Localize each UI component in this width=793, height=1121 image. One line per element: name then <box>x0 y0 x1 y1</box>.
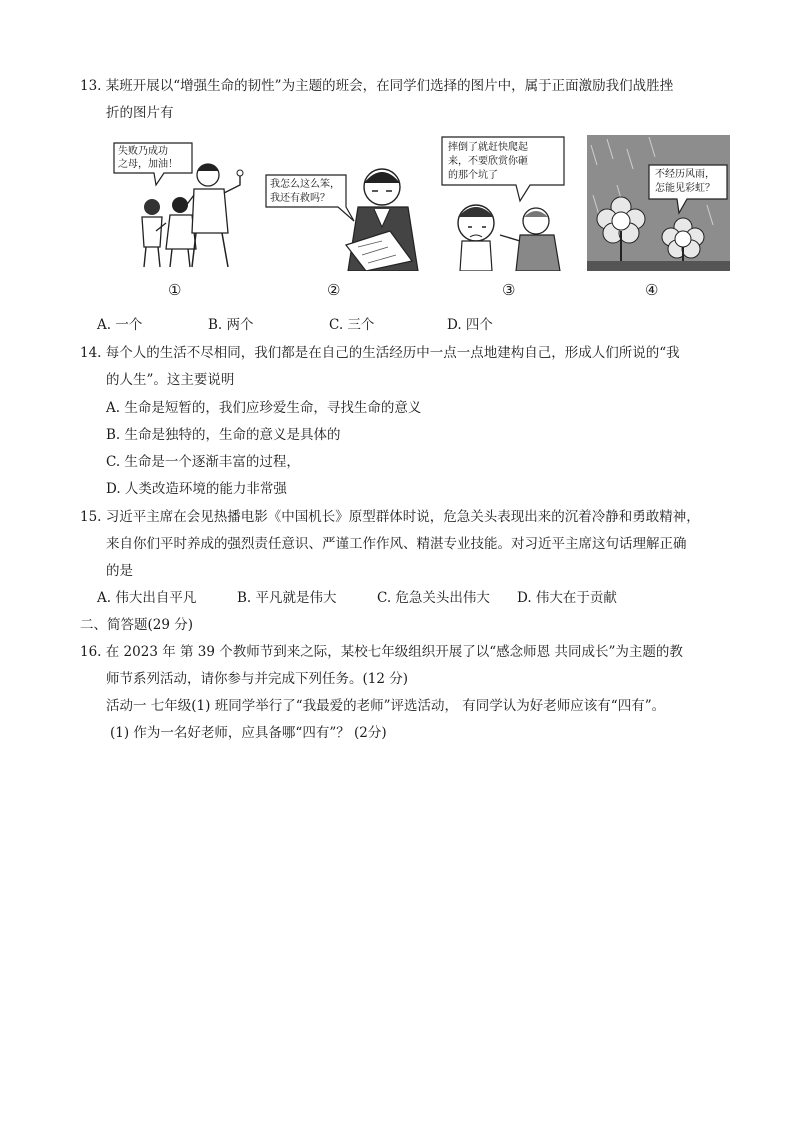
comic-2-bubble-line2: 我还有救吗？ <box>270 193 330 204</box>
q16-stem-line2: 师节系列活动，请你参与并完成下列任务。(12 分) <box>106 671 409 687</box>
comic-4-number: ④ <box>645 281 659 299</box>
comic-1-bubble-line1: 失败乃成功 <box>118 146 168 157</box>
q15-stem-line3: 的是 <box>106 563 133 579</box>
q16-activity-1: 活动一 七年级(1) 班同学举行了“我最爱的老师”评选活动， 有同学认为好老师应该有“四有”。 <box>106 698 666 714</box>
section-2-title: 二、简答题(29 分) <box>80 617 194 633</box>
q13-option-c: C. 三个 <box>329 317 375 333</box>
comic-3-bubble-line2: 来，不要欣赏你砸 <box>448 156 528 167</box>
q13-option-a: A. 一个 <box>97 317 143 333</box>
q15-option-a: A. 伟大出自平凡 <box>97 590 197 606</box>
comic-2-number: ② <box>327 281 341 299</box>
comic-1-bubble-line2: 之母，加油！ <box>118 159 178 170</box>
comic-4-bubble-line1: 不经历风雨， <box>655 169 715 180</box>
q14-option-b: B. 生命是独特的，生命的意义是具体的 <box>106 427 341 443</box>
comic-3-number: ③ <box>502 281 516 299</box>
q14-stem-line1: 14. 每个人的生活不尽相同，我们都是在自己的生活经历中一点一点地建构自己，形成人们所说的“我 <box>80 345 680 361</box>
comic-3-bubble-line3: 的那个坑了 <box>448 170 498 181</box>
q16-stem-line1: 16. 在 2023 年 第 39 个教师节到来之际，某校七年级组织开展了以“感念师恩 共同成长”为主题的教 <box>80 644 683 660</box>
q16-subquestion-1: (1) 作为一名好老师，应具备哪“四有”？ (2分) <box>110 725 387 741</box>
comic-1-image <box>108 135 248 271</box>
q15-option-c: C. 危急关头出伟大 <box>377 590 490 606</box>
comic-2-image <box>262 135 420 271</box>
q15-stem-line2: 来自你们平时养成的强烈责任意识、严谨工作作风、精湛专业技能。对习近平主席这句话理解正确 <box>106 536 687 552</box>
comic-1-number: ① <box>168 281 182 299</box>
comic-4-image <box>587 135 730 271</box>
q13-stem-line2: 折的图片有 <box>106 105 174 121</box>
q13-option-b: B. 两个 <box>208 317 254 333</box>
comic-3-image <box>440 135 570 271</box>
comic-2-bubble-line1: 我怎么这么笨， <box>270 179 340 190</box>
q13-option-d: D. 四个 <box>447 317 493 333</box>
q15-option-d: D. 伟大在于贡献 <box>517 590 617 606</box>
comic-4-bubble-line2: 怎能见彩虹？ <box>655 183 715 194</box>
q14-option-a: A. 生命是短暂的，我们应珍爱生命，寻找生命的意义 <box>106 400 422 416</box>
q15-stem-line1: 15. 习近平主席在会见热播电影《中国机长》原型群体时说，危急关头表现出来的沉着冷静和勇敢精神， <box>80 509 700 525</box>
q14-stem-line2: 的人生”。这主要说明 <box>106 372 235 388</box>
q15-option-b: B. 平凡就是伟大 <box>237 590 337 606</box>
q14-option-d: D. 人类改造环境的能力非常强 <box>106 481 287 497</box>
comic-3-bubble-line1: 摔倒了就赶快爬起 <box>448 142 528 153</box>
q14-option-c: C. 生命是一个逐渐丰富的过程， <box>106 454 300 470</box>
q13-stem-line1: 13. 某班开展以“增强生命的韧性”为主题的班会，在同学们选择的图片中，属于正面激励我们战胜挫 <box>80 78 674 94</box>
